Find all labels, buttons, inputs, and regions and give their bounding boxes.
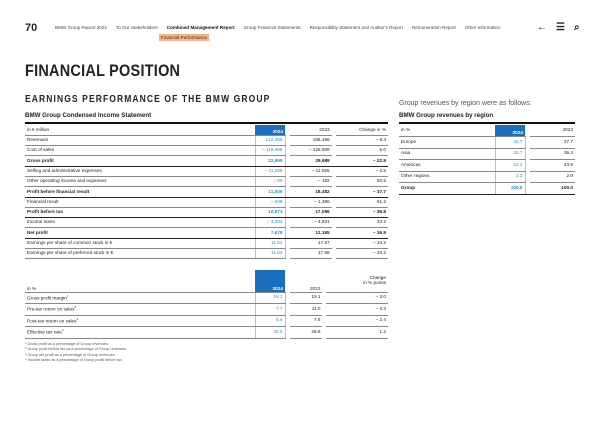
- table-cell: 2.2: [495, 171, 525, 183]
- table-cell: – 34.2: [336, 238, 388, 248]
- row-label: Revenues: [25, 135, 255, 145]
- table-cell: 29,689: [290, 156, 332, 166]
- table-cell: – 36.9: [336, 228, 388, 238]
- income-statement-table: [25, 125, 388, 259]
- regions-table: [399, 125, 575, 195]
- table-cell: – 125,809: [290, 146, 332, 156]
- footnotes: [25, 342, 127, 363]
- table-cell: 61.2: [336, 197, 388, 207]
- row-label: [25, 327, 255, 339]
- table-cell: 100.0: [530, 183, 576, 195]
- table-cell: 12,165: [290, 228, 332, 238]
- table-cell: – 3.0: [326, 292, 388, 304]
- table-cell: – 3.3: [326, 304, 388, 316]
- table-cell: 22,895: [255, 156, 285, 166]
- table-row: [25, 315, 388, 327]
- table-cell: 28.8: [290, 327, 323, 339]
- column-header: 2024: [255, 270, 285, 292]
- nav-item[interactable]: Other Information: [464, 25, 501, 30]
- column-header: in € million: [25, 125, 255, 135]
- table-cell: 100.0: [495, 183, 525, 195]
- column-header: Change in %: [336, 125, 388, 135]
- table-row: [25, 146, 388, 156]
- row-label: [25, 304, 255, 316]
- nav-item[interactable]: BMW Group Report 2024: [55, 25, 107, 30]
- label: Post-tax return on sales: [27, 318, 77, 324]
- column-header: in %: [25, 270, 255, 292]
- row-label: Cost of sales: [25, 146, 255, 156]
- back-arrow-icon[interactable]: ←: [537, 22, 547, 33]
- footnote-ref: 3: [76, 316, 79, 321]
- label: Pre-tax return on sales: [27, 306, 75, 312]
- column-header: 2023: [530, 125, 576, 137]
- row-label: Other operating income and expenses: [25, 176, 255, 186]
- table-row: [25, 228, 388, 238]
- row-label: Financial result: [25, 197, 255, 207]
- table-cell: – 11,025: [290, 166, 332, 176]
- table-cell: 7,678: [255, 228, 285, 238]
- table-cell: – 37.7: [336, 187, 388, 197]
- row-label: Group: [399, 183, 495, 195]
- income-table-title: BMW Group Condensed Income Statement: [25, 112, 152, 119]
- column-header: [326, 270, 388, 292]
- top-nav: [55, 25, 501, 30]
- table-cell: 11.64: [255, 249, 285, 259]
- table-row: [25, 197, 388, 207]
- table-cell: 23.9: [530, 160, 576, 172]
- menu-icon[interactable]: ☰: [556, 22, 565, 33]
- table-cell: 18,482: [290, 187, 332, 197]
- table-cell: 17.67: [290, 238, 332, 248]
- table-header: [25, 270, 388, 292]
- table-cell: 5.4: [255, 315, 285, 327]
- row-label: Earnings per share of common stock in €: [25, 238, 255, 248]
- table-cell: 155,498: [290, 135, 332, 145]
- table-cell: 16.1: [255, 292, 285, 304]
- section-subtitle: EARNINGS PERFORMANCE OF THE BMW GROUP: [25, 94, 271, 105]
- footnote-ref: 4: [61, 328, 64, 333]
- table-cell: 37.7: [530, 137, 576, 149]
- footnote: ³ Group net profit as a percentage of Group revenues.: [25, 352, 116, 357]
- table-cell: 32.7: [495, 148, 525, 160]
- table-cell: – 22.9: [336, 156, 388, 166]
- table-row: [399, 183, 575, 195]
- table-cell: 5.0: [336, 146, 388, 156]
- table-header: [25, 125, 388, 135]
- nav-item[interactable]: Responsibility Statement and Auditor's Report: [309, 25, 403, 30]
- table-cell: – 182: [290, 176, 332, 186]
- page-number: 70: [25, 22, 38, 34]
- footnote-ref: 1: [66, 293, 69, 298]
- table-cell: 33.2: [336, 218, 388, 228]
- row-label: Asia: [399, 148, 495, 160]
- divider: [25, 122, 388, 124]
- label: Gross profit margin: [27, 295, 67, 301]
- row-label: Profit before tax: [25, 207, 255, 217]
- table-cell: – 2.5: [336, 166, 388, 176]
- row-label: Other regions: [399, 171, 495, 183]
- nav-item[interactable]: Combined Management Report: [166, 25, 235, 30]
- toolbar-icons: [537, 22, 580, 33]
- table-cell: – 34.2: [336, 249, 388, 259]
- table-row: [399, 148, 575, 160]
- table-row: [25, 207, 388, 217]
- nav-item[interactable]: To Our Stakeholders: [115, 25, 158, 30]
- region-table-title: BMW Group revenues by region: [399, 112, 494, 119]
- table-row: [25, 304, 388, 316]
- table-row: [399, 137, 575, 149]
- table-row: [25, 292, 388, 304]
- table-cell: 17,096: [290, 207, 332, 217]
- table-cell: – 3,293: [255, 218, 285, 228]
- table-cell: – 8.4: [336, 135, 388, 145]
- row-label: Selling and administrative expenses: [25, 166, 255, 176]
- row-label: [25, 315, 255, 327]
- table-cell: 19.1: [290, 292, 323, 304]
- intro-text: Group revenues by region were as follows:: [399, 100, 532, 107]
- column-header: in %: [399, 125, 495, 137]
- row-label: Earnings per share of preferred stock in €: [25, 249, 255, 259]
- row-label: Gross profit: [25, 156, 255, 166]
- table-cell: 50.5: [336, 176, 388, 186]
- table-row: [399, 160, 575, 172]
- footnote: ⁴ Income taxes as a percentage of Group profit before tax.: [25, 357, 123, 362]
- table-cell: 7.7: [255, 304, 285, 316]
- table-cell: 30.0: [255, 327, 285, 339]
- search-icon[interactable]: ⌕: [573, 22, 580, 33]
- table-cell: – 4,931: [290, 218, 332, 228]
- table-cell: 2.0: [530, 171, 576, 183]
- table-cell: 36.4: [530, 148, 576, 160]
- column-header: 2024: [495, 125, 525, 137]
- table-cell: – 1,386: [290, 197, 332, 207]
- row-label: [25, 292, 255, 304]
- table-cell: 10,971: [255, 207, 285, 217]
- table-row: [25, 249, 388, 259]
- points-label: in % points: [363, 279, 386, 285]
- table-cell: 1.2: [326, 327, 388, 339]
- page-title: FINANCIAL POSITION: [25, 61, 181, 80]
- table-row: [25, 166, 388, 176]
- table-cell: – 35.8: [336, 207, 388, 217]
- row-label: Net profit: [25, 228, 255, 238]
- ratios-table: [25, 270, 388, 339]
- nav-item[interactable]: Remuneration Report: [411, 25, 456, 30]
- footnote: ¹ Gross profit as a percentage of Group revenues.: [25, 342, 109, 346]
- table-cell: 42.7: [495, 137, 525, 149]
- row-label: Income taxes: [25, 218, 255, 228]
- change-label: Change: [369, 275, 386, 281]
- table-row: [25, 238, 388, 248]
- column-header: 2023: [290, 270, 323, 292]
- table-cell: – 538: [255, 197, 285, 207]
- table-cell: 142,380: [255, 135, 285, 145]
- table-row: [25, 187, 388, 197]
- footnote-ref: 2: [74, 305, 77, 310]
- table-cell: 22.4: [495, 160, 525, 172]
- table-cell: 7.8: [290, 315, 323, 327]
- table-row: [25, 218, 388, 228]
- column-header: 2023: [290, 125, 332, 135]
- footnote: ² Group profit before tax as a percentage of Group revenues.: [25, 347, 128, 352]
- table-header: [399, 125, 575, 137]
- table-cell: 11,509: [255, 187, 285, 197]
- row-label: Europe: [399, 137, 495, 149]
- label: Effective tax rate: [27, 329, 62, 335]
- subsection-link[interactable]: Financial Performance: [161, 35, 207, 40]
- table-row: [399, 171, 575, 183]
- row-label: Profit before financial result: [25, 187, 255, 197]
- table-row: [25, 176, 388, 186]
- table-row: [25, 156, 388, 166]
- table-cell: – 90: [255, 176, 285, 186]
- table-cell: – 11,296: [255, 166, 285, 176]
- table-cell: 17.69: [290, 249, 332, 259]
- table-cell: 11.62: [255, 238, 285, 248]
- table-cell: – 119,485: [255, 146, 285, 156]
- column-header: 2024: [255, 125, 285, 135]
- table-row: [25, 327, 388, 339]
- row-label: Americas: [399, 160, 495, 172]
- table-cell: 11.0: [290, 304, 323, 316]
- nav-item[interactable]: Group Financial Statements: [243, 25, 301, 30]
- divider: [399, 122, 575, 124]
- table-row: [25, 135, 388, 145]
- table-cell: – 2.4: [326, 315, 388, 327]
